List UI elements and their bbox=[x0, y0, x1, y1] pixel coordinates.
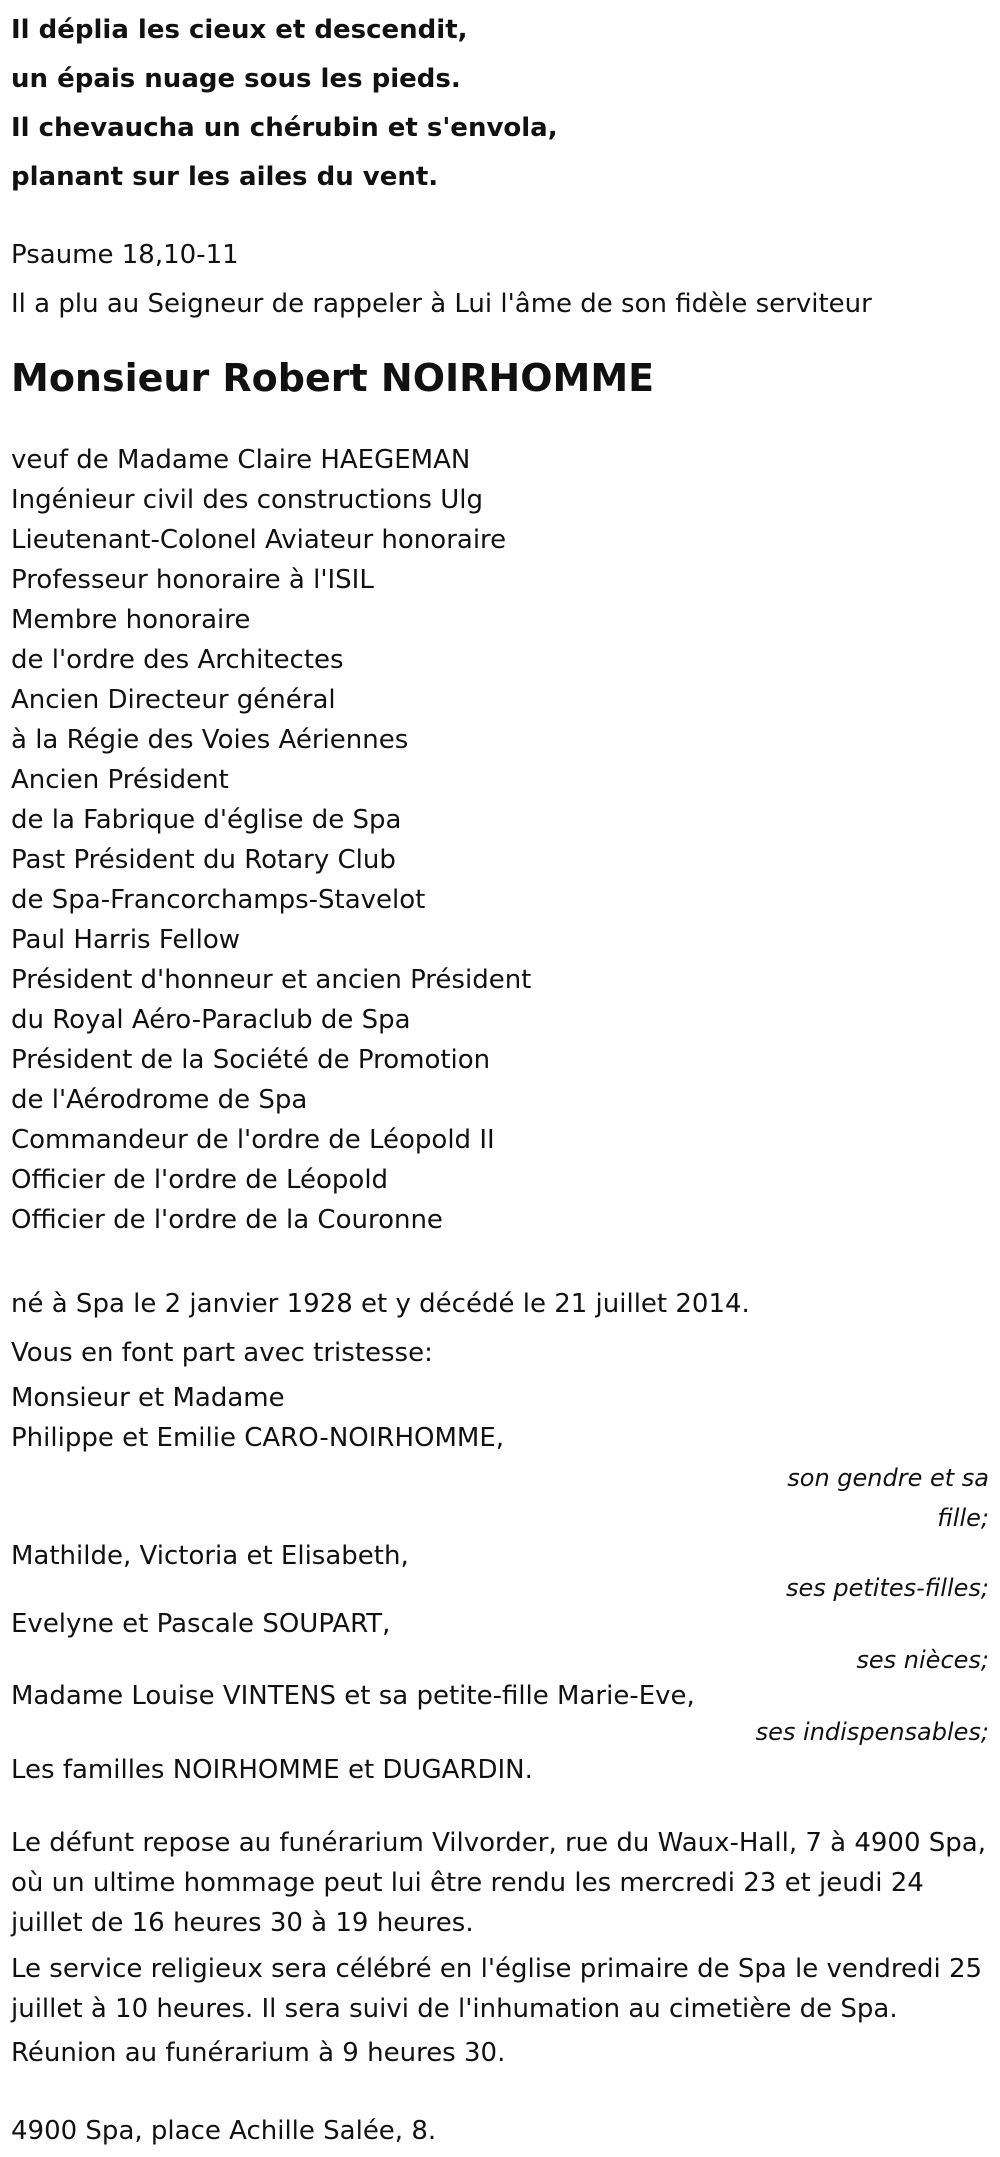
family-line: Mathilde, Victoria et Elisabeth, bbox=[11, 1541, 409, 1571]
title-line: Officier de l'ordre de la Couronne bbox=[11, 1205, 443, 1235]
verse-line-2: un épais nuage sous les pieds. bbox=[11, 64, 461, 94]
title-line: à la Régie des Voies Aériennes bbox=[11, 725, 409, 755]
family-relation: ses petites-filles; bbox=[785, 1574, 989, 1602]
title-line: Président de la Société de Promotion bbox=[11, 1045, 491, 1075]
title-line: veuf de Madame Claire HAEGEMAN bbox=[11, 445, 471, 475]
title-line: Président d'honneur et ancien Président bbox=[11, 965, 532, 995]
family-relation: son gendre et sa fille; bbox=[787, 1464, 989, 1532]
titles-list bbox=[11, 440, 989, 1240]
title-line: Lieutenant-Colonel Aviateur honoraire bbox=[11, 525, 507, 555]
verse-line-4: planant sur les ailes du vent. bbox=[11, 162, 439, 192]
announcement-text: Vous en font part avec tristesse: bbox=[11, 1338, 433, 1368]
title-line: Paul Harris Fellow bbox=[11, 925, 240, 955]
family-line: Evelyne et Pascale SOUPART, bbox=[11, 1609, 391, 1639]
psalm-reference: Psaume 18,10-11 bbox=[11, 240, 239, 270]
title-line: du Royal Aéro-Paraclub de Spa bbox=[11, 1005, 411, 1035]
family-list bbox=[11, 1378, 989, 1790]
family-line: Madame Louise VINTENS et sa petite-fille Marie-Eve, bbox=[11, 1681, 695, 1711]
viewing-paragraph: Le défunt repose au funérarium Vilvorder, rue du Waux-Hall, 7 à 4900 Spa, où un ultime hommage peut lui être rendu les mercredi 23 et jeudi 24 juillet de 16 heures 30 à 19 heures. bbox=[11, 1828, 986, 1938]
psalm-verse bbox=[11, 0, 989, 202]
dates-section bbox=[11, 1280, 989, 1378]
obituary-notice bbox=[11, 0, 989, 2151]
title-line: Commandeur de l'ordre de Léopold II bbox=[11, 1125, 495, 1155]
verse-line-3: Il chevaucha un chérubin et s'envola, bbox=[11, 113, 558, 143]
service-paragraph: Le service religieux sera célébré en l'église primaire de Spa le vendredi 25 juillet à 10 heures. Il sera suivi de l'inhumation au cimetière de Spa. bbox=[11, 1954, 983, 2024]
title-line: de l'ordre des Architectes bbox=[11, 645, 344, 675]
title-line: Officier de l'ordre de Léopold bbox=[11, 1165, 389, 1195]
title-line: Ancien Président bbox=[11, 765, 229, 795]
family-relation: ses indispensables; bbox=[755, 1718, 989, 1746]
title-line: Ancien Directeur général bbox=[11, 685, 336, 715]
title-line: Past Président du Rotary Club bbox=[11, 845, 396, 875]
title-line: de Spa-Francorchamps-Stavelot bbox=[11, 885, 426, 915]
meeting-paragraph: Réunion au funérarium à 9 heures 30. bbox=[11, 2038, 506, 2068]
title-line: Professeur honoraire à l'ISIL bbox=[11, 565, 374, 595]
family-relation: ses nièces; bbox=[856, 1646, 989, 1674]
family-line: Monsieur et Madame bbox=[11, 1383, 285, 1413]
family-line: Les familles NOIRHOMME et DUGARDIN. bbox=[11, 1755, 533, 1785]
title-line: de l'Aérodrome de Spa bbox=[11, 1085, 308, 1115]
birth-death-text: né à Spa le 2 janvier 1928 et y décédé le 21 juillet 2014. bbox=[11, 1289, 750, 1319]
verse-line-1: Il déplia les cieux et descendit, bbox=[11, 15, 468, 45]
intro-text: Il a plu au Seigneur de rappeler à Lui l'âme de son fidèle serviteur bbox=[11, 289, 872, 319]
address-text: 4900 Spa, place Achille Salée, 8. bbox=[11, 2116, 437, 2146]
family-line: Philippe et Emilie CARO-NOIRHOMME, bbox=[11, 1423, 505, 1453]
deceased-name: Monsieur Robert NOIRHOMME bbox=[11, 356, 655, 400]
title-line: de la Fabrique d'église de Spa bbox=[11, 805, 402, 835]
title-line: Ingénieur civil des constructions Ulg bbox=[11, 485, 483, 515]
title-line: Membre honoraire bbox=[11, 605, 251, 635]
